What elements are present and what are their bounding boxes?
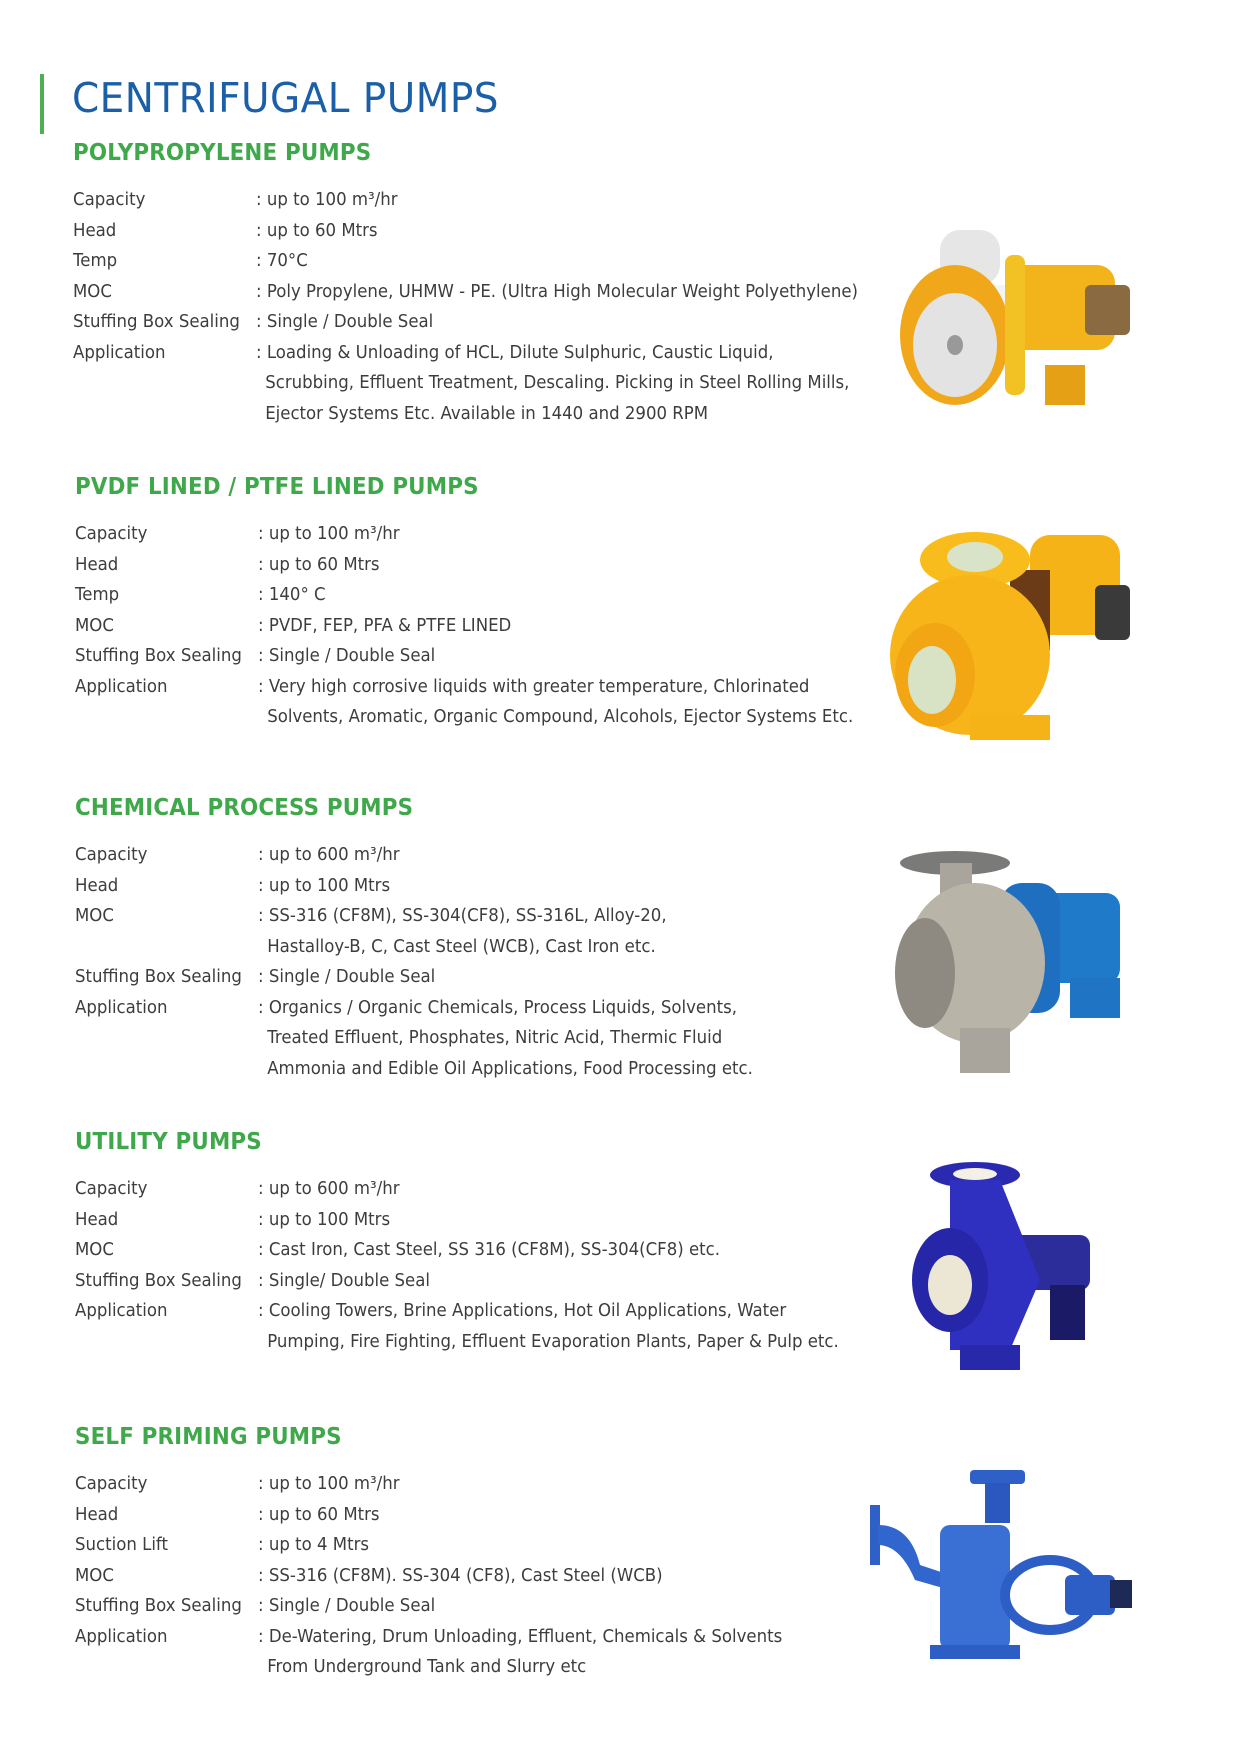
spec-label: Capacity xyxy=(75,844,148,865)
spec-row-capacity xyxy=(75,1174,875,1205)
spec-row-capacity xyxy=(75,840,875,871)
spec-row-moc xyxy=(75,611,875,642)
pvdf-pump-image xyxy=(880,515,1140,745)
spec-label: Stuffing Box Sealing xyxy=(75,1595,242,1616)
spec-label: MOC xyxy=(73,280,112,302)
spec-value: : PVDF, FEP, PFA & PTFE LINED xyxy=(258,614,512,636)
spec-row-application xyxy=(73,338,873,430)
section-pvdf-ptfe-lined-pumps xyxy=(75,476,875,733)
spec-row-sealing xyxy=(75,1591,875,1622)
spec-label: Suction Lift xyxy=(75,1534,168,1555)
section-heading: UTILITY PUMPS xyxy=(75,1129,262,1155)
yellow-white-polypropylene-pump-icon xyxy=(885,215,1145,425)
spec-value: : up to 60 Mtrs xyxy=(258,553,380,575)
spec-label: Capacity xyxy=(75,1178,148,1199)
spec-row-suction-lift xyxy=(75,1530,875,1561)
spec-table xyxy=(75,840,875,1084)
spec-label: Head xyxy=(75,553,119,575)
spec-row-capacity xyxy=(75,519,875,550)
spec-value: : Single / Double Seal xyxy=(258,1595,436,1616)
section-utility-pumps xyxy=(75,1131,875,1357)
spec-table xyxy=(75,1174,875,1357)
spec-label: MOC xyxy=(75,905,114,926)
spec-value: : up to 600 m³/hr xyxy=(258,844,400,865)
spec-label: Application xyxy=(75,675,168,697)
spec-row-head xyxy=(73,216,873,247)
spec-label: Head xyxy=(75,874,119,896)
spec-row-moc xyxy=(75,1235,875,1266)
spec-row-application xyxy=(75,672,875,733)
spec-row-sealing xyxy=(75,1266,875,1297)
utility-pump-image xyxy=(890,1160,1130,1380)
spec-label: Stuffing Box Sealing xyxy=(75,966,242,987)
spec-value: : Single / Double Seal xyxy=(258,966,436,987)
spec-value: : Single / Double Seal xyxy=(256,311,434,332)
spec-value: : up to 100 Mtrs xyxy=(258,874,391,896)
spec-value: : Cooling Towers, Brine Applications, Hot Oil Applications, Water Pumping, Fire Fighting, Effluent Evaporation Plants, Paper & Pulp etc. xyxy=(258,1300,839,1352)
chemical-process-pump-image xyxy=(880,848,1140,1078)
spec-label: Application xyxy=(75,996,168,1018)
spec-value: : up to 60 Mtrs xyxy=(256,219,378,241)
spec-row-capacity xyxy=(73,185,873,216)
self-priming-pump-image xyxy=(870,1465,1150,1665)
spec-row-temp xyxy=(73,246,873,277)
spec-row-sealing xyxy=(73,307,873,338)
section-heading: CHEMICAL PROCESS PUMPS xyxy=(75,795,414,821)
spec-label: MOC xyxy=(75,1564,114,1586)
steel-blue-chemical-pump-icon xyxy=(880,848,1140,1078)
spec-label: MOC xyxy=(75,614,114,636)
spec-label: Capacity xyxy=(75,1473,148,1494)
section-polypropylene-pumps xyxy=(73,142,873,429)
blue-utility-pump-icon xyxy=(890,1160,1130,1380)
title-accent-bar xyxy=(40,74,44,134)
spec-row-sealing xyxy=(75,641,875,672)
spec-row-head xyxy=(75,1205,875,1236)
spec-value: : Loading & Unloading of HCL, Dilute Sulphuric, Caustic Liquid, Scrubbing, Effluent Treatment, Descaling. Picking in Steel Rolling Mills, Ejector Systems Etc. Available in 1440 and 2900 RPM xyxy=(256,341,850,424)
spec-value: : De-Watering, Drum Unloading, Effluent, Chemicals & Solvents From Underground Tank and Slurry etc xyxy=(258,1625,783,1677)
spec-value: : up to 4 Mtrs xyxy=(258,1534,370,1555)
spec-label: Temp xyxy=(73,250,118,271)
section-chemical-process-pumps xyxy=(75,797,875,1084)
spec-value: : Cast Iron, Cast Steel, SS 316 (CF8M), SS-304(CF8) etc. xyxy=(258,1239,721,1260)
spec-value: : Single/ Double Seal xyxy=(258,1269,430,1291)
spec-row-capacity xyxy=(75,1469,875,1500)
spec-row-head xyxy=(75,550,875,581)
spec-label: Application xyxy=(73,341,166,363)
spec-value: : up to 100 m³/hr xyxy=(256,189,398,210)
section-heading: POLYPROPYLENE PUMPS xyxy=(73,140,372,166)
spec-value: : up to 60 Mtrs xyxy=(258,1503,380,1525)
section-heading: PVDF LINED / PTFE LINED PUMPS xyxy=(75,474,479,500)
spec-value: : up to 100 m³/hr xyxy=(258,523,400,544)
spec-label: Application xyxy=(75,1300,168,1321)
spec-table xyxy=(75,1469,875,1683)
spec-label: Stuffing Box Sealing xyxy=(75,1269,242,1291)
spec-row-moc xyxy=(75,901,875,962)
spec-row-moc xyxy=(75,1561,875,1592)
spec-row-sealing xyxy=(75,962,875,993)
yellow-lined-pump-icon xyxy=(880,515,1140,745)
spec-value: : Organics / Organic Chemicals, Process Liquids, Solvents, Treated Effluent, Phosphates, Nitric Acid, Thermic Fluid Ammonia and Edible Oil Applications, Food Processing etc. xyxy=(258,996,753,1079)
spec-value: : 140° C xyxy=(258,584,326,605)
spec-label: Capacity xyxy=(75,523,148,544)
spec-value: : up to 100 Mtrs xyxy=(258,1208,391,1230)
spec-label: Application xyxy=(75,1625,168,1647)
spec-value: : up to 100 m³/hr xyxy=(258,1473,400,1494)
spec-row-application xyxy=(75,1296,875,1357)
spec-table xyxy=(75,519,875,733)
spec-label: Stuffing Box Sealing xyxy=(75,645,242,666)
section-self-priming-pumps xyxy=(75,1426,875,1683)
page-title: CENTRIFUGAL PUMPS xyxy=(72,74,500,122)
spec-value: : SS-316 (CF8M). SS-304 (CF8), Cast Steel (WCB) xyxy=(258,1564,663,1586)
spec-label: Temp xyxy=(75,584,120,605)
spec-value: : Very high corrosive liquids with greater temperature, Chlorinated Solvents, Aromatic, Organic Compound, Alcohols, Ejector Systems Etc. xyxy=(258,675,854,727)
spec-row-application xyxy=(75,1622,875,1683)
section-heading: SELF PRIMING PUMPS xyxy=(75,1424,342,1450)
spec-label: Stuffing Box Sealing xyxy=(73,311,240,332)
spec-row-head xyxy=(75,1500,875,1531)
spec-row-application xyxy=(75,993,875,1085)
spec-row-moc xyxy=(73,277,873,308)
spec-value: : SS-316 (CF8M), SS-304(CF8), SS-316L, Alloy-20, Hastalloy-B, C, Cast Steel (WCB), Cast Iron etc. xyxy=(258,905,667,957)
spec-row-temp xyxy=(75,580,875,611)
spec-label: Head xyxy=(75,1503,119,1525)
spec-row-head xyxy=(75,871,875,902)
spec-value: : 70°C xyxy=(256,250,308,271)
spec-label: Head xyxy=(73,219,117,241)
spec-value: : Poly Propylene, UHMW - PE. (Ultra High Molecular Weight Polyethylene) xyxy=(256,280,858,302)
spec-label: Capacity xyxy=(73,189,146,210)
spec-label: MOC xyxy=(75,1239,114,1260)
spec-value: : Single / Double Seal xyxy=(258,645,436,666)
spec-label: Head xyxy=(75,1208,119,1230)
spec-value: : up to 600 m³/hr xyxy=(258,1178,400,1199)
spec-table xyxy=(73,185,873,429)
blue-self-priming-pump-icon xyxy=(870,1465,1150,1665)
polypropylene-pump-image xyxy=(885,215,1145,425)
